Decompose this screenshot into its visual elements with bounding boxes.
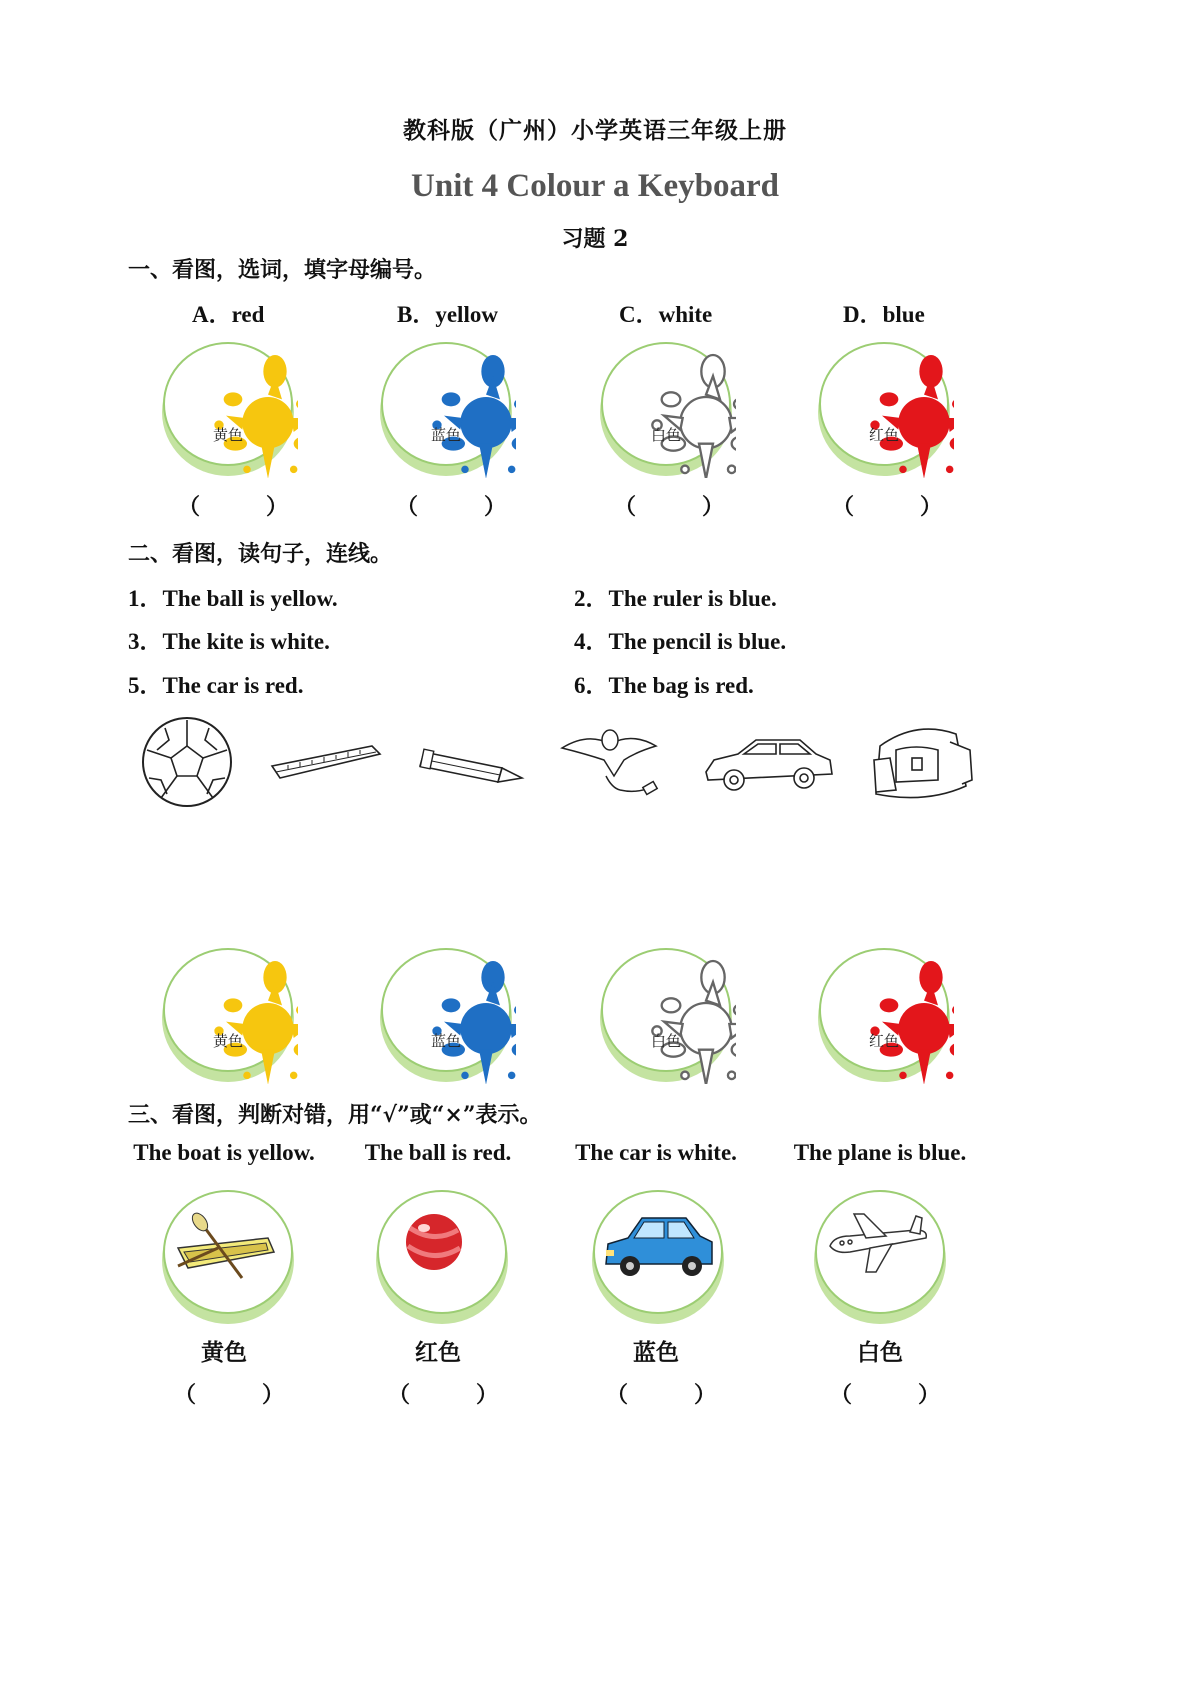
color-circle-yellow bbox=[158, 338, 298, 478]
color-label: 红色 bbox=[868, 1032, 900, 1050]
sentence-5: 5．The car is red. bbox=[128, 673, 304, 698]
judge-sentence-1: The boat is yellow. bbox=[133, 1140, 315, 1165]
answer-blank[interactable]: （ ） bbox=[832, 494, 942, 520]
ruler-icon bbox=[268, 740, 384, 784]
color-label: 红色 bbox=[868, 426, 900, 444]
option-a: A．red bbox=[192, 302, 265, 327]
color-word: 红色 bbox=[415, 1339, 461, 1366]
judge-sentence-4: The plane is blue. bbox=[793, 1140, 967, 1165]
option-d: D．blue bbox=[843, 302, 925, 327]
color-circle-white bbox=[596, 944, 736, 1084]
option-b: B．yellow bbox=[397, 302, 498, 327]
bag-icon bbox=[866, 720, 976, 806]
car-circle bbox=[588, 1186, 728, 1326]
color-circle-white bbox=[596, 338, 736, 478]
color-word: 蓝色 bbox=[633, 1339, 679, 1366]
answer-blank[interactable]: （ ） bbox=[614, 494, 724, 520]
color-circle-yellow bbox=[158, 944, 298, 1084]
ball-icon bbox=[135, 716, 239, 808]
judge-sentence-2: The ball is red. bbox=[364, 1140, 512, 1165]
exercise-number: 习题 2 bbox=[561, 226, 629, 252]
sentence-4: 4．The pencil is blue. bbox=[574, 629, 787, 654]
color-word: 白色 bbox=[857, 1339, 903, 1366]
car-icon bbox=[700, 732, 836, 796]
color-label: 蓝色 bbox=[430, 426, 462, 444]
answer-blank[interactable]: （ ） bbox=[178, 494, 288, 520]
answer-blank[interactable]: （ ） bbox=[388, 1382, 498, 1408]
color-circle-blue bbox=[376, 338, 516, 478]
color-label: 蓝色 bbox=[430, 1032, 462, 1050]
color-label: 黄色 bbox=[212, 1032, 244, 1050]
section-3-heading: 三、看图，判断对错，用“√”或“×”表示。 bbox=[128, 1102, 542, 1128]
judge-sentence-3: The car is white. bbox=[575, 1140, 737, 1165]
color-label: 白色 bbox=[650, 1032, 682, 1050]
sentence-1: 1．The ball is yellow. bbox=[128, 586, 338, 611]
color-word: 黄色 bbox=[201, 1339, 247, 1366]
answer-blank[interactable]: （ ） bbox=[396, 494, 506, 520]
sentence-3: 3．The kite is white. bbox=[128, 629, 330, 654]
color-circle-blue bbox=[376, 944, 516, 1084]
section-1-heading: 一、看图，选词，填字母编号。 bbox=[128, 257, 437, 283]
pencil-icon bbox=[418, 738, 526, 788]
option-c: C．white bbox=[619, 302, 713, 327]
boat-circle bbox=[158, 1186, 298, 1326]
ball-circle bbox=[372, 1186, 512, 1326]
document-subtitle: 教科版（广州）小学英语三年级上册 bbox=[403, 117, 787, 144]
color-label: 白色 bbox=[650, 426, 682, 444]
sentence-2: 2．The ruler is blue. bbox=[574, 586, 777, 611]
color-label: 黄色 bbox=[212, 426, 244, 444]
color-circle-red bbox=[814, 944, 954, 1084]
page-title: Unit 4 Colour a Keyboard bbox=[411, 168, 779, 204]
ball-icon bbox=[406, 1214, 462, 1270]
plane-circle bbox=[810, 1186, 950, 1326]
answer-blank[interactable]: （ ） bbox=[606, 1382, 716, 1408]
kite-icon bbox=[558, 718, 674, 806]
color-circle-red bbox=[814, 338, 954, 478]
answer-blank[interactable]: （ ） bbox=[174, 1382, 284, 1408]
sentence-6: 6．The bag is red. bbox=[574, 673, 754, 698]
answer-blank[interactable]: （ ） bbox=[830, 1382, 940, 1408]
section-2-heading: 二、看图，读句子，连线。 bbox=[128, 541, 393, 567]
